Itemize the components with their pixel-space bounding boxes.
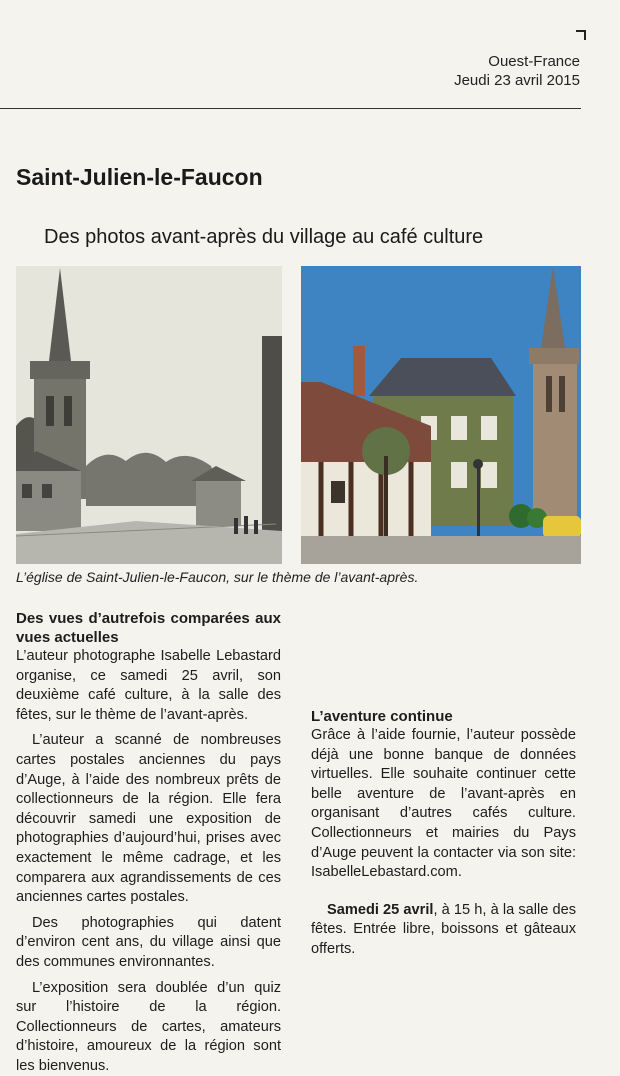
subhead-views: Des vues d’autrefois comparées aux vues actuelles — [16, 610, 281, 646]
event-info — [311, 901, 576, 960]
publication-date: Jeudi 23 avril 2015 — [454, 72, 580, 89]
header-rule — [0, 108, 581, 109]
masthead — [454, 52, 580, 90]
paragraph-3: Des photographies qui datent d’environ cent ans, du village ainsi que des communes environnantes. — [16, 914, 281, 970]
event-date: Samedi 25 avril — [327, 901, 434, 918]
event-details: , à 15 h, à la salle des fêtes. Entrée libre, boissons et gâteaux offerts. — [311, 901, 576, 957]
paragraph-5: Grâce à l’aide fournie, l’auteur possède déjà une bonne banque de données virtuelles. Elle souhaite continuer cette belle aventure de l’avant-après en organisant d’autres cafés culture. Collectionneurs et mairies du Pays d’Auge peuvent la contacter via son site: IsabelleLebastard.com. — [311, 727, 576, 881]
newspaper-name: Ouest-France — [488, 53, 580, 70]
modern-photo — [301, 266, 581, 564]
paragraph-1: L’auteur photographe Isabelle Lebastard organise, ce samedi 25 avril, son deuxième café culture, à la salle des fêtes, sur le thème de l’avant-après. — [16, 648, 281, 723]
crop-mark — [576, 30, 586, 40]
article-headline: Des photos avant-après du village au café culture — [44, 226, 484, 248]
paragraph-4-start: L’exposition sera doublée d’un quiz sur l’histoire de la région. Collectionneurs de cartes, amateurs d’histoire, amoureux de la région sont les bienvenus. — [16, 979, 281, 1074]
locality-title: Saint-Julien-le-Faucon — [16, 164, 263, 190]
text-column-left — [16, 609, 281, 1074]
text-column-right — [311, 609, 576, 960]
paragraph-2: L’auteur a scanné de nombreuses cartes postales anciennes du pays d’Auge, à l’aide des nombreux prêts de collectionneurs de la région. Elle fera découvrir samedi une exposition de photographies d’aujourd’hui, prises avec exactement le même cadrage, et les comparera aux agrandissements de ces anciennes cartes postales. — [16, 732, 281, 906]
old-postcard-photo — [16, 266, 282, 564]
photo-caption: L’église de Saint-Julien-le-Faucon, sur le thème de l’avant-après. — [16, 569, 419, 585]
subhead-adventure: L’aventure continue — [311, 708, 453, 725]
